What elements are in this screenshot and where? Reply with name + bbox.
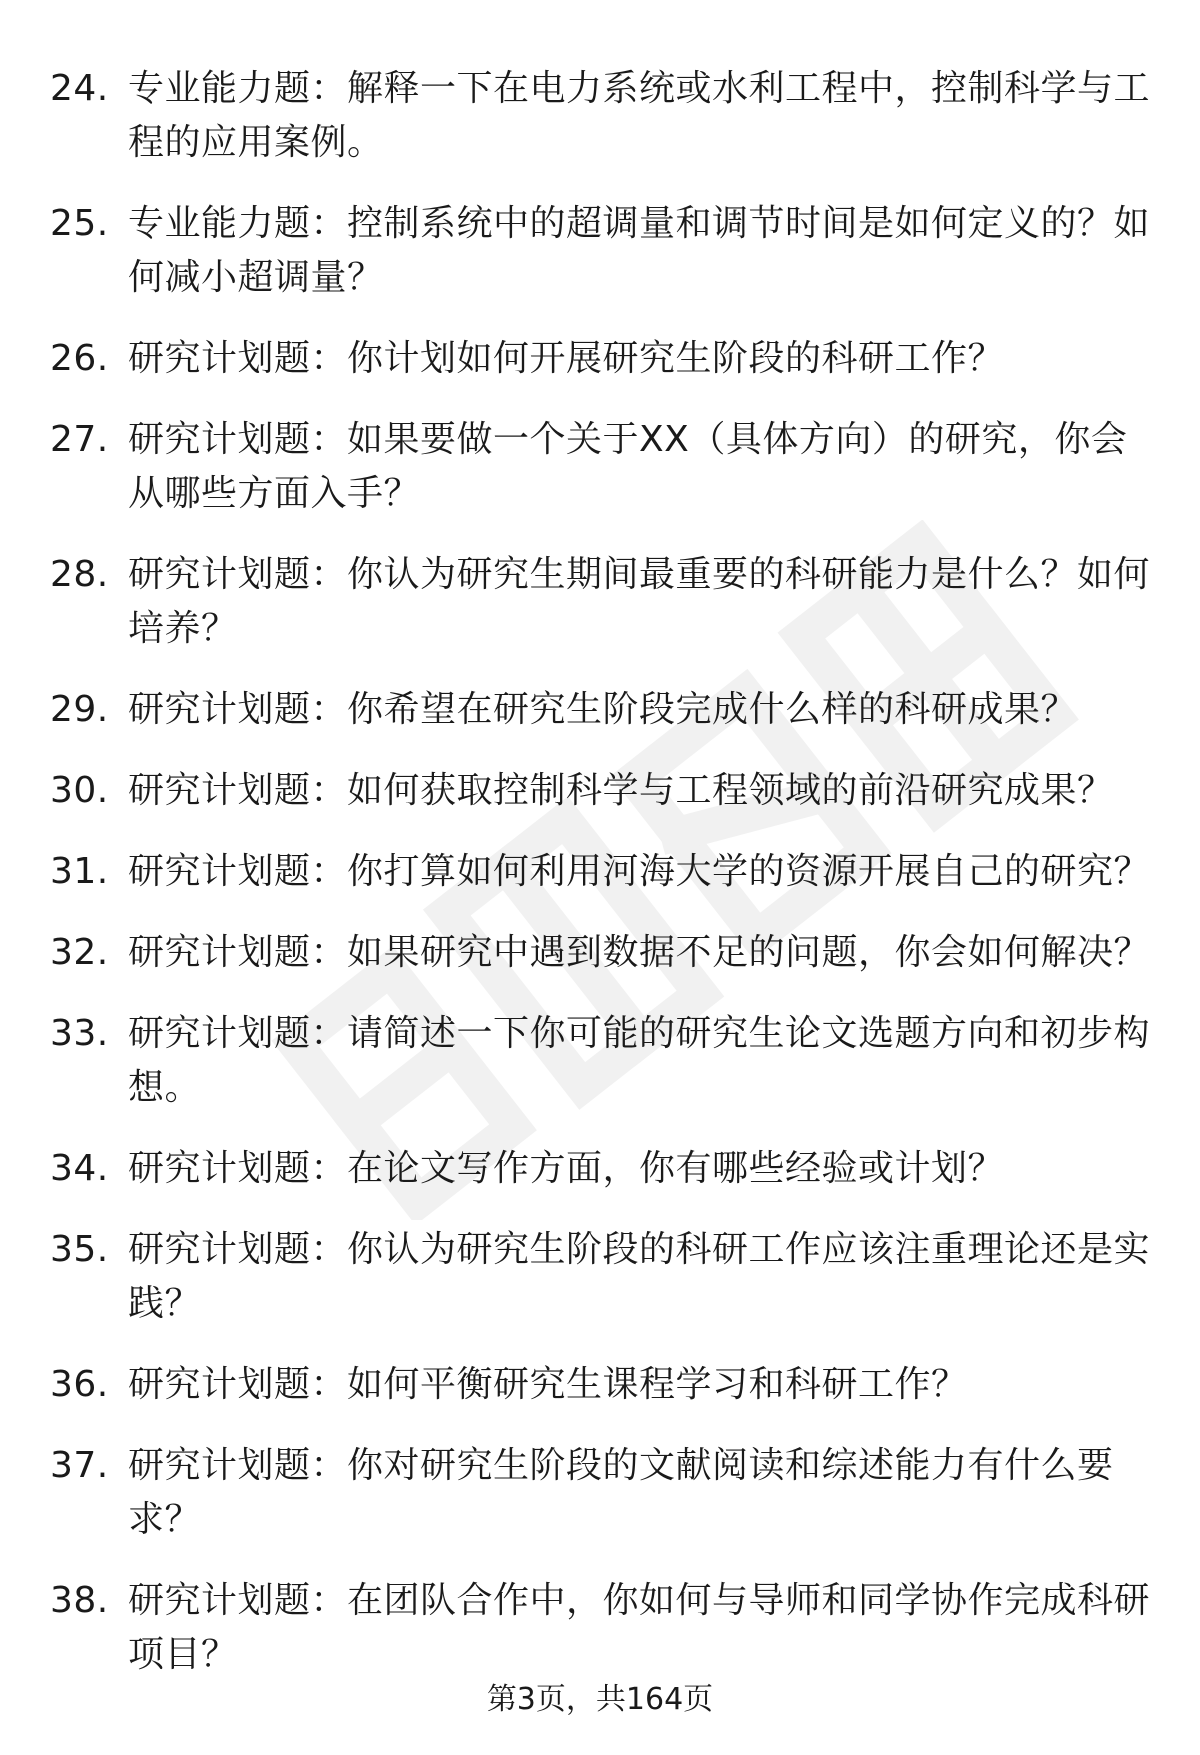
question-number: 32. — [50, 932, 109, 973]
question-text: 研究计划题：请简述一下你可能的研究生论文选题方向和初步构想。 — [128, 1013, 1151, 1108]
question-text: 研究计划题：你希望在研究生阶段完成什么样的科研成果？ — [128, 689, 1078, 730]
question-text: 研究计划题：如何平衡研究生课程学习和科研工作？ — [128, 1364, 968, 1405]
question-number: 36. — [50, 1364, 109, 1405]
question-text: 研究计划题：你计划如何开展研究生阶段的科研工作？ — [128, 338, 1005, 379]
question-text: 研究计划题：你认为研究生阶段的科研工作应该注重理论还是实践？ — [128, 1229, 1151, 1324]
question-item — [50, 548, 1160, 656]
question-number: 31. — [50, 851, 109, 892]
question-item — [50, 62, 1160, 170]
question-text: 研究计划题：在论文写作方面，你有哪些经验或计划？ — [128, 1148, 1005, 1189]
question-item — [50, 1574, 1160, 1682]
page-number-footer: 第3页，共164页 — [486, 1682, 714, 1717]
question-number: 33. — [50, 1013, 109, 1054]
question-item — [50, 197, 1160, 305]
question-item — [50, 926, 1160, 980]
question-number: 28. — [50, 554, 109, 595]
question-item — [50, 845, 1160, 899]
question-item — [50, 683, 1160, 737]
question-item — [50, 1358, 1160, 1412]
question-item — [50, 764, 1160, 818]
question-text: 研究计划题：你认为研究生期间最重要的科研能力是什么？如何培养？ — [128, 554, 1151, 649]
question-item — [50, 1142, 1160, 1196]
question-list — [50, 62, 1160, 1709]
question-text: 研究计划题：在团队合作中，你如何与导师和同学协作完成科研项目？ — [128, 1580, 1151, 1675]
question-text: 研究计划题：你对研究生阶段的文献阅读和综述能力有什么要求？ — [128, 1445, 1114, 1540]
question-text: 研究计划题：你打算如何利用河海大学的资源开展自己的研究？ — [128, 851, 1151, 892]
question-number: 38. — [50, 1580, 109, 1621]
question-number: 37. — [50, 1445, 109, 1486]
question-item — [50, 413, 1160, 521]
question-item — [50, 332, 1160, 386]
question-number: 34. — [50, 1148, 109, 1189]
question-text: 研究计划题：如果研究中遇到数据不足的问题，你会如何解决？ — [128, 932, 1151, 973]
question-text: 研究计划题：如果要做一个关于XX（具体方向）的研究，你会从哪些方面入手？ — [128, 419, 1128, 514]
question-number: 26. — [50, 338, 109, 379]
question-item — [50, 1439, 1160, 1547]
question-number: 35. — [50, 1229, 109, 1270]
question-text: 专业能力题：解释一下在电力系统或水利工程中，控制科学与工程的应用案例。 — [128, 68, 1151, 163]
question-number: 25. — [50, 203, 109, 244]
question-text: 专业能力题：控制系统中的超调量和调节时间是如何定义的？如何减小超调量？ — [128, 203, 1151, 298]
question-text: 研究计划题：如何获取控制科学与工程领域的前沿研究成果？ — [128, 770, 1114, 811]
question-number: 24. — [50, 68, 109, 109]
question-number: 27. — [50, 419, 109, 460]
question-number: 30. — [50, 770, 109, 811]
question-number: 29. — [50, 689, 109, 730]
question-item — [50, 1007, 1160, 1115]
question-item — [50, 1223, 1160, 1331]
